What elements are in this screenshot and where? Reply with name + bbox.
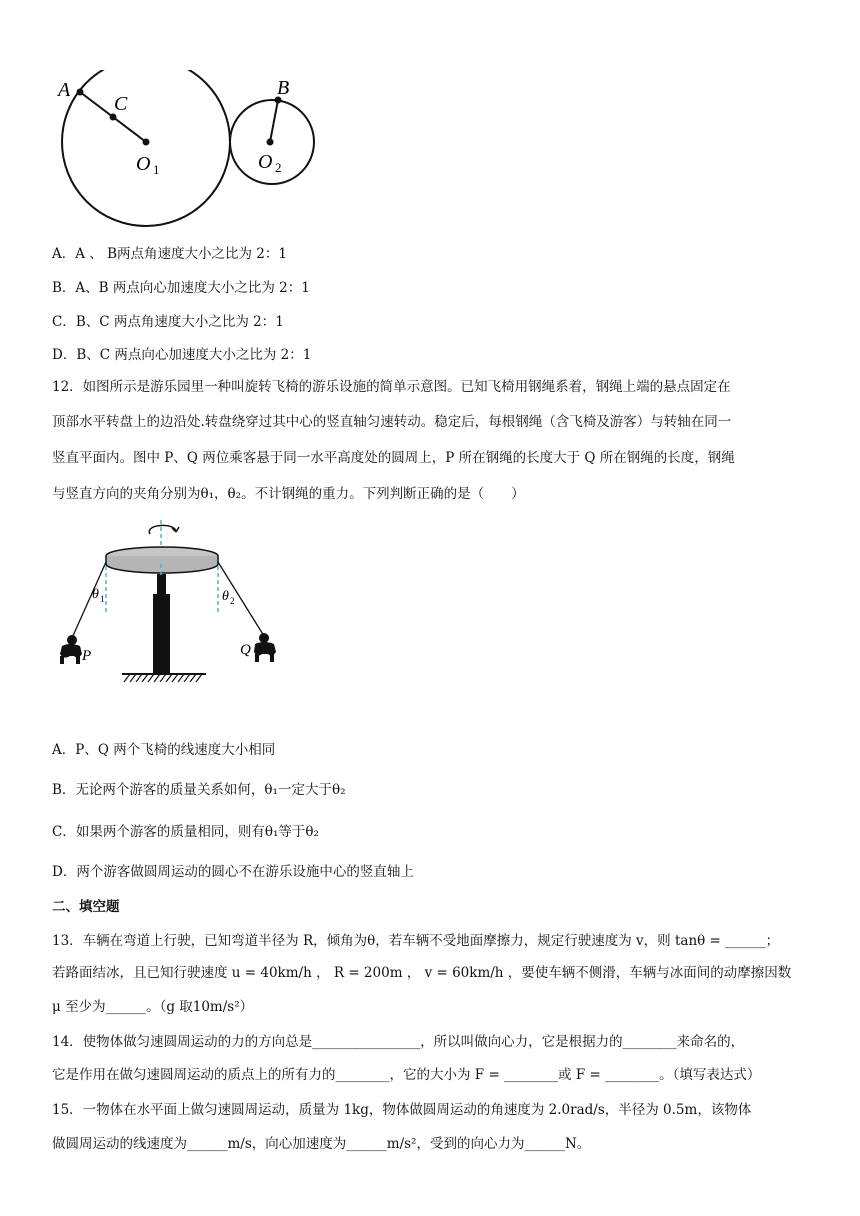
large-circle (62, 70, 230, 226)
pole-base (153, 594, 170, 674)
radius-line-b (270, 100, 278, 142)
turntable-rim (106, 556, 218, 573)
label-o2: O (258, 151, 273, 173)
q12-line-4: 与竖直方向的夹角分别为θ₁，θ₂。不计钢绳的重力。下列判断正确的是（ ） (52, 486, 525, 502)
ground-hatch (124, 674, 202, 682)
q15-line-2: 做圆周运动的线速度为______m/s，向心加速度为______m/s²，受到的向心力为______N。 (52, 1136, 591, 1152)
q12-line-1: 12．如图所示是游乐园里一种叫旋转飞椅的游乐设施的简单示意图。已知飞椅用钢绳系着，钢绳上端的悬点固定在 (52, 379, 731, 395)
q11-option-a: A．A 、 B两点角速度大小之比为 2：1 (52, 246, 287, 262)
theta2-label: θ (222, 589, 229, 604)
q13-line-2: 若路面结冰，且已知行驶速度 u = 40km/h ， R = 200m ， v = 60km/h ，要使车辆不侧滑，车辆与冰面间的动摩擦因数 (52, 965, 792, 981)
q12-option-d: D．两个游客做圆周运动的圆心不在游乐设施中心的竖直轴上 (52, 864, 414, 880)
theta1-sub: 1 (100, 594, 105, 604)
q14-line-1: 14．使物体做匀速圆周运动的力的方向总是________________，所以叫做向心力，它是根据力的________来命名的， (52, 1034, 745, 1050)
passenger-q-icon (254, 633, 276, 662)
point-a-dot (77, 89, 84, 96)
rotation-arrow-icon (149, 525, 176, 534)
point-o1-dot (143, 139, 150, 146)
theta1-label: θ (92, 587, 99, 602)
label-o2-sub: 2 (275, 160, 282, 175)
q12-line-2: 顶部水平转盘上的边沿处.转盘绕穿过其中心的竖直轴匀速转动。稳定后，每根钢绳（含飞椅及游客）与转轴在同一 (52, 414, 732, 430)
label-b: B (277, 77, 290, 99)
q12-line-3: 竖直平面内。图中 P、Q 两位乘客悬于同一水平高度处的圆周上，P 所在钢绳的长度大于 Q 所在钢绳的长度，钢绳 (52, 450, 735, 466)
label-p: P (82, 648, 92, 664)
q13-line-3: μ 至少为______。（g 取10m/s²） (52, 999, 254, 1015)
q14-line-2: 它是作用在做匀速圆周运动的质点上的所有力的________，它的大小为 F = ________或 F = ________。（填写表达式） (52, 1067, 761, 1083)
q11-option-c: C．B、C 两点角速度大小之比为 2：1 (52, 314, 284, 330)
q12-option-b: B．无论两个游客的质量关系如何，θ₁一定大于θ₂ (52, 782, 346, 798)
label-c: C (114, 93, 128, 115)
label-o1-sub: 1 (153, 162, 160, 177)
label-a: A (58, 79, 71, 101)
circles-figure (52, 70, 322, 230)
swing-ride-figure (52, 520, 302, 690)
pole-upper (157, 574, 166, 594)
q11-option-b: B．A、B 两点向心加速度大小之比为 2：1 (52, 280, 310, 296)
section-title: 二、填空题 (52, 899, 120, 915)
q15-line-1: 15．一物体在水平面上做匀速圆周运动，质量为 1kg，物体做圆周运动的角速度为 2.0rad/s，半径为 0.5m，该物体 (52, 1102, 752, 1118)
q11-option-d: D．B、C 两点向心加速度大小之比为 2：1 (52, 347, 312, 363)
q12-option-a: A．P、Q 两个飞椅的线速度大小相同 (52, 742, 276, 758)
point-o2-dot (267, 139, 274, 146)
q12-option-c: C．如果两个游客的质量相同，则有θ₁等于θ₂ (52, 824, 319, 840)
theta2-sub: 2 (230, 596, 235, 606)
q13-line-1: 13．车辆在弯道上行驶，已知弯道半径为 R，倾角为θ，若车辆不受地面摩擦力，规定行驶速度为 v，则 tanθ = ______； (52, 933, 780, 949)
passenger-p-icon (60, 635, 82, 664)
label-o1: O (136, 153, 151, 175)
label-q: Q (240, 642, 251, 658)
